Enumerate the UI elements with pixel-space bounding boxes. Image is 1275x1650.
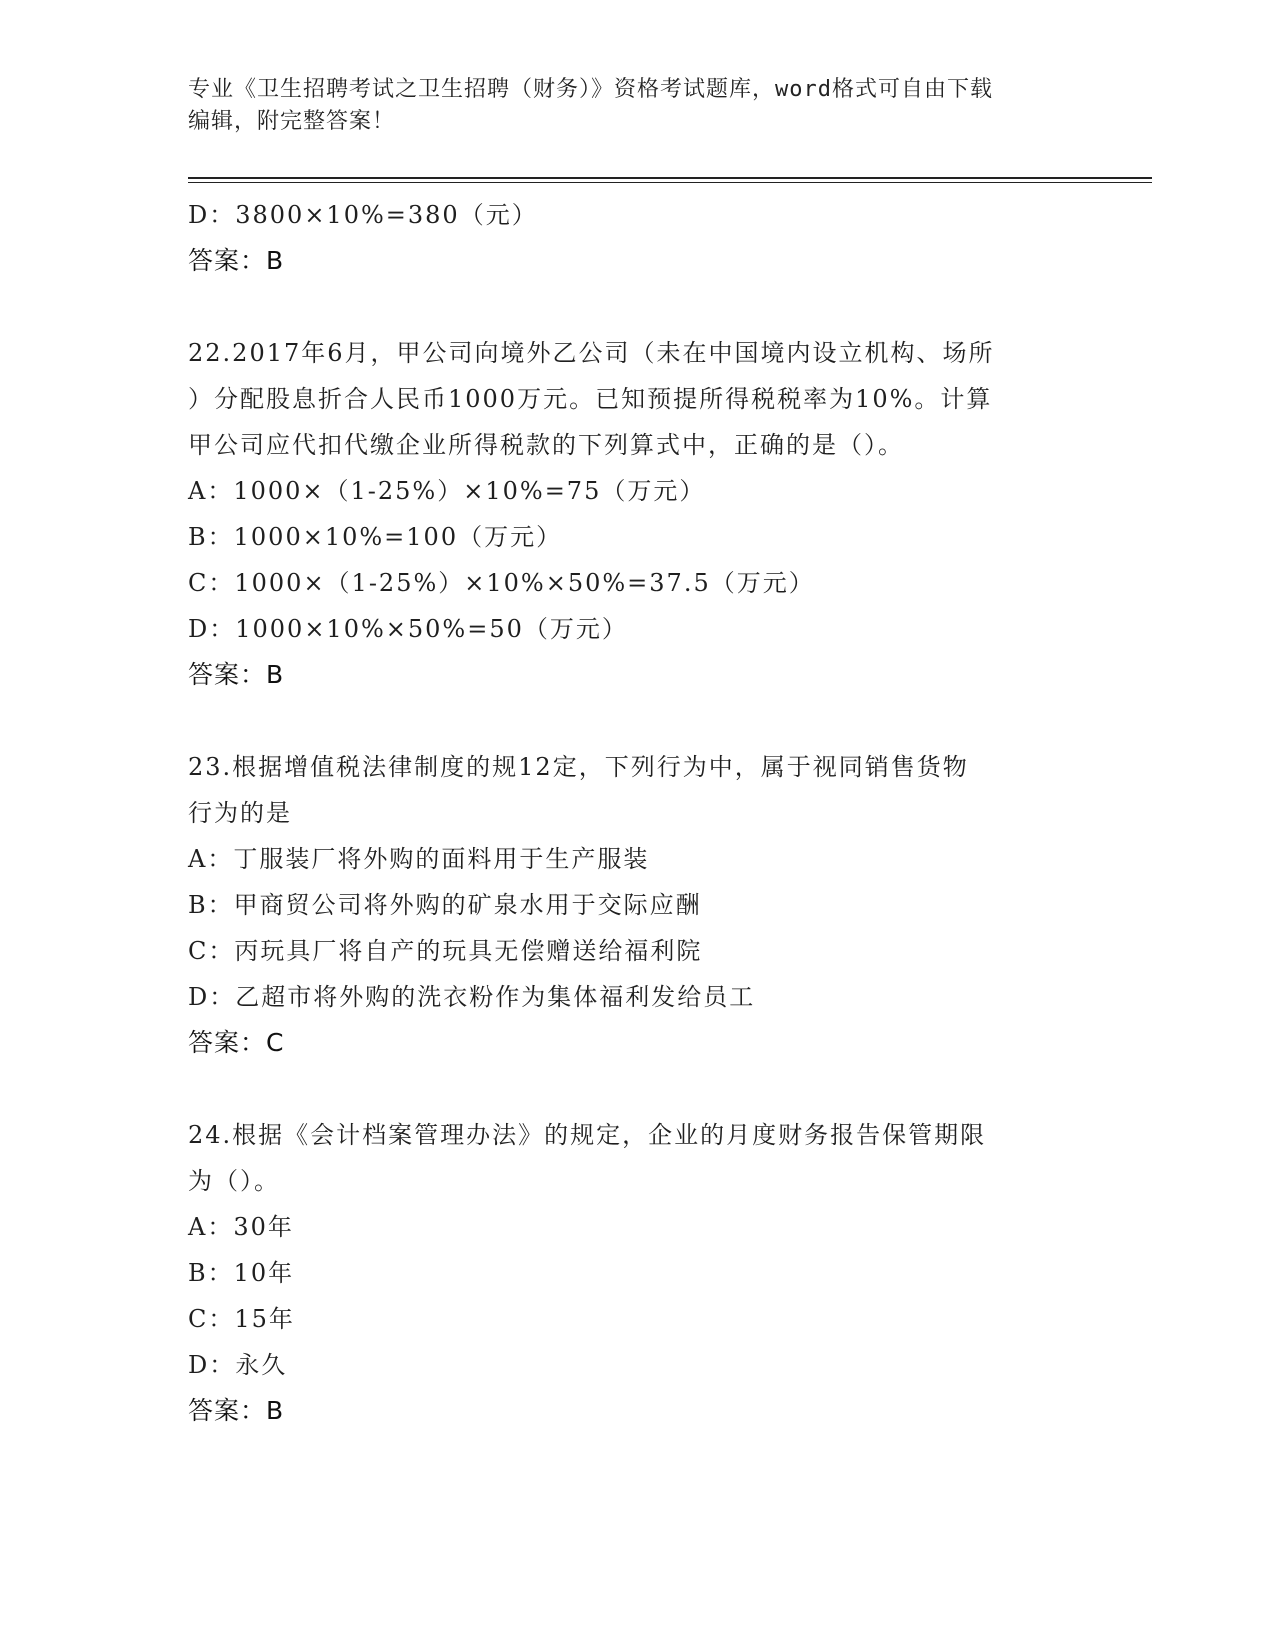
question-24 xyxy=(188,1112,1088,1434)
header-line-1: 专业《卫生招聘考试之卫生招聘（财务）》资格考试题库，word格式可自由下载 xyxy=(188,77,993,102)
question-content xyxy=(188,192,1088,1434)
document-header xyxy=(188,74,1068,138)
option-c: C：1000×（1-25%）×10%×50%=37.5（万元） xyxy=(188,569,815,597)
answer-line: 答案：B xyxy=(188,1396,285,1425)
question-text-line: 24.根据《会计档案管理办法》的规定，企业的月度财务报告保管期限 xyxy=(188,1121,987,1149)
header-line-2: 编辑，附完整答案！ xyxy=(188,109,396,134)
header-divider-thick xyxy=(188,177,1152,179)
option-b: B：1000×10%=100（万元） xyxy=(188,523,563,551)
spacer xyxy=(188,284,1088,330)
question-text-line: 23.根据增值税法律制度的规12定，下列行为中，属于视同销售货物 xyxy=(188,753,969,781)
question-22 xyxy=(188,330,1088,698)
option-b: B：甲商贸公司将外购的矿泉水用于交际应酬 xyxy=(188,891,702,919)
option-c: C：15年 xyxy=(188,1305,295,1333)
question-text-line: 甲公司应代扣代缴企业所得税款的下列算式中，正确的是（）。 xyxy=(188,431,904,459)
question-text-line: 22.2017年6月，甲公司向境外乙公司（未在中国境内设立机构、场所 xyxy=(188,339,995,367)
question-text-line: 为（）。 xyxy=(188,1167,280,1195)
header-divider-thin xyxy=(188,182,1152,183)
previous-question-tail xyxy=(188,192,1088,284)
option-a: A：丁服装厂将外购的面料用于生产服装 xyxy=(188,845,650,873)
option-d: D：乙超市将外购的洗衣粉作为集体福利发给员工 xyxy=(188,983,756,1011)
option-d: D：永久 xyxy=(188,1351,288,1379)
question-23 xyxy=(188,744,1088,1066)
option-b: B：10年 xyxy=(188,1259,295,1287)
spacer xyxy=(188,698,1088,744)
question-text-line: ）分配股息折合人民币1000万元。已知预提所得税税率为10%。计算 xyxy=(188,385,993,413)
option-c: C：丙玩具厂将自产的玩具无偿赠送给福利院 xyxy=(188,937,703,965)
option-d: D：1000×10%×50%=50（万元） xyxy=(188,615,628,643)
answer-line: 答案：C xyxy=(188,1028,285,1057)
option-a: A：30年 xyxy=(188,1213,294,1241)
option-d: D：3800×10%=380（元） xyxy=(188,201,538,229)
spacer xyxy=(188,1066,1088,1112)
answer-line: 答案：B xyxy=(188,246,285,275)
question-text-line: 行为的是 xyxy=(188,799,292,827)
option-a: A：1000×（1-25%）×10%=75（万元） xyxy=(188,477,706,505)
answer-line: 答案：B xyxy=(188,660,285,689)
